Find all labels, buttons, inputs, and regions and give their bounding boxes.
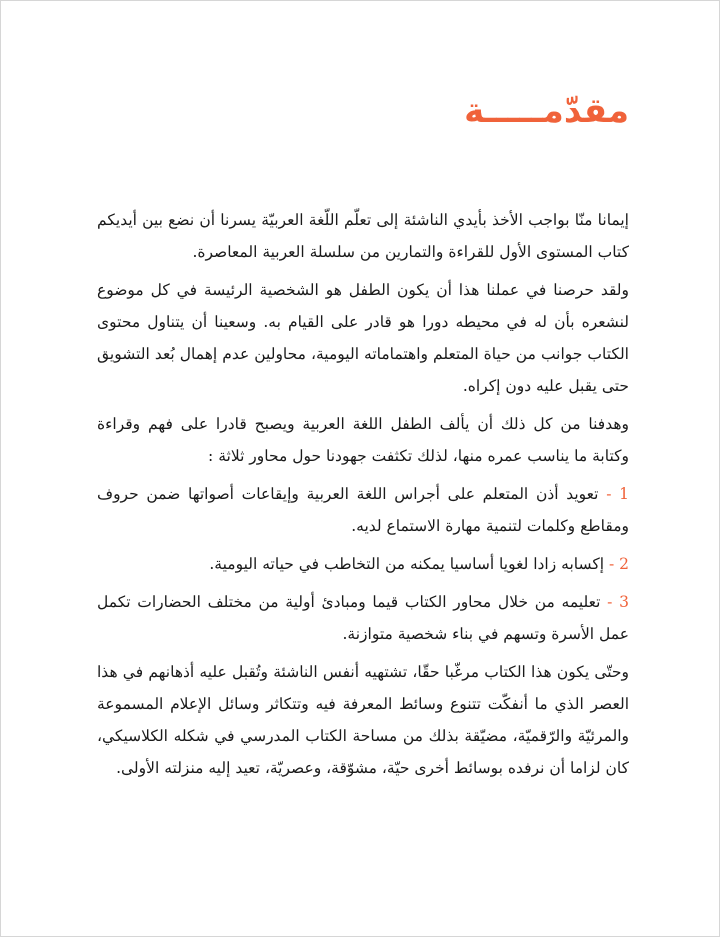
paragraph-goals: ولقد حرصنا في عملنا هذا أن يكون الطفل هو الشخصية الرئيسة في كل موضوع لنشعره بأن له في محيطه دورا هو قادر على القيام به. وسعينا أن يتناول محتوى الكتاب جوانب من حياة المتعلم واهتماماته اليومية، محاولين عدم إهمال بُعد التشويق حتى يقبل عليه دون إكراه. — [97, 281, 629, 395]
axis-number: 1 - — [606, 485, 629, 503]
axis-text: إكسابه زادا لغويا أساسيا يمكنه من التخاطب في حياته اليومية. — [209, 555, 605, 573]
axis-item-2 — [97, 548, 629, 580]
paragraph-intro: إيمانا منّا بواجب الأخذ بأيدي الناشئة إلى تعلّم اللّغة العربيّة يسرنا أن نضع بين أيديكم كتاب المستوى الأول للقراءة والتمارين من سلسلة العربية المعاصرة. — [97, 211, 629, 261]
paragraph-closing: وحتّى يكون هذا الكتاب مرغّبا حقّا، تشتهيه أنفس الناشئة وتُقبل عليه أذهانهم في هذا العصر الذي ما أنفكّت تتنوع وسائط المعرفة فيه وتتكاثر وسائل الإعلام المسموعة والمرئيّة والرّقميّة، مضيّقة بذلك من مساحة الكتاب المدرسي في شكله الكلاسيكي، كان لزاما أن نرفده بوسائط أخرى حيّة، مشوّقة، وعصريّة، تعيد إليه منزلته الأولى. — [97, 663, 629, 777]
axis-number: 3 - — [607, 593, 629, 611]
axis-number: 2 - — [608, 555, 629, 573]
axis-item-3 — [97, 586, 629, 650]
body-text — [97, 204, 629, 790]
paragraph-axes-intro: وهدفنا من كل ذلك أن يألف الطفل اللغة العربية ويصبح قادرا على فهم وقراءة وكتابة ما يناسب عمره منها، لذلك تكثفت جهودنا حول محاور ثلاثة : — [97, 415, 629, 465]
axis-text: تعويد أذن المتعلم على أجراس اللغة العربية وإيقاعات أصواتها ضمن حروف ومقاطع وكلمات لتنمية مهارة الاستماع لديه. — [97, 485, 629, 535]
axis-text: تعليمه من خلال محاور الكتاب قيما ومبادئ أولية من مختلف الحضارات تكمل عمل الأسرة وتسهم في بناء شخصية متوازنة. — [97, 593, 629, 643]
page-title: مقدّمـــــة — [464, 91, 629, 131]
axis-item-1 — [97, 478, 629, 542]
